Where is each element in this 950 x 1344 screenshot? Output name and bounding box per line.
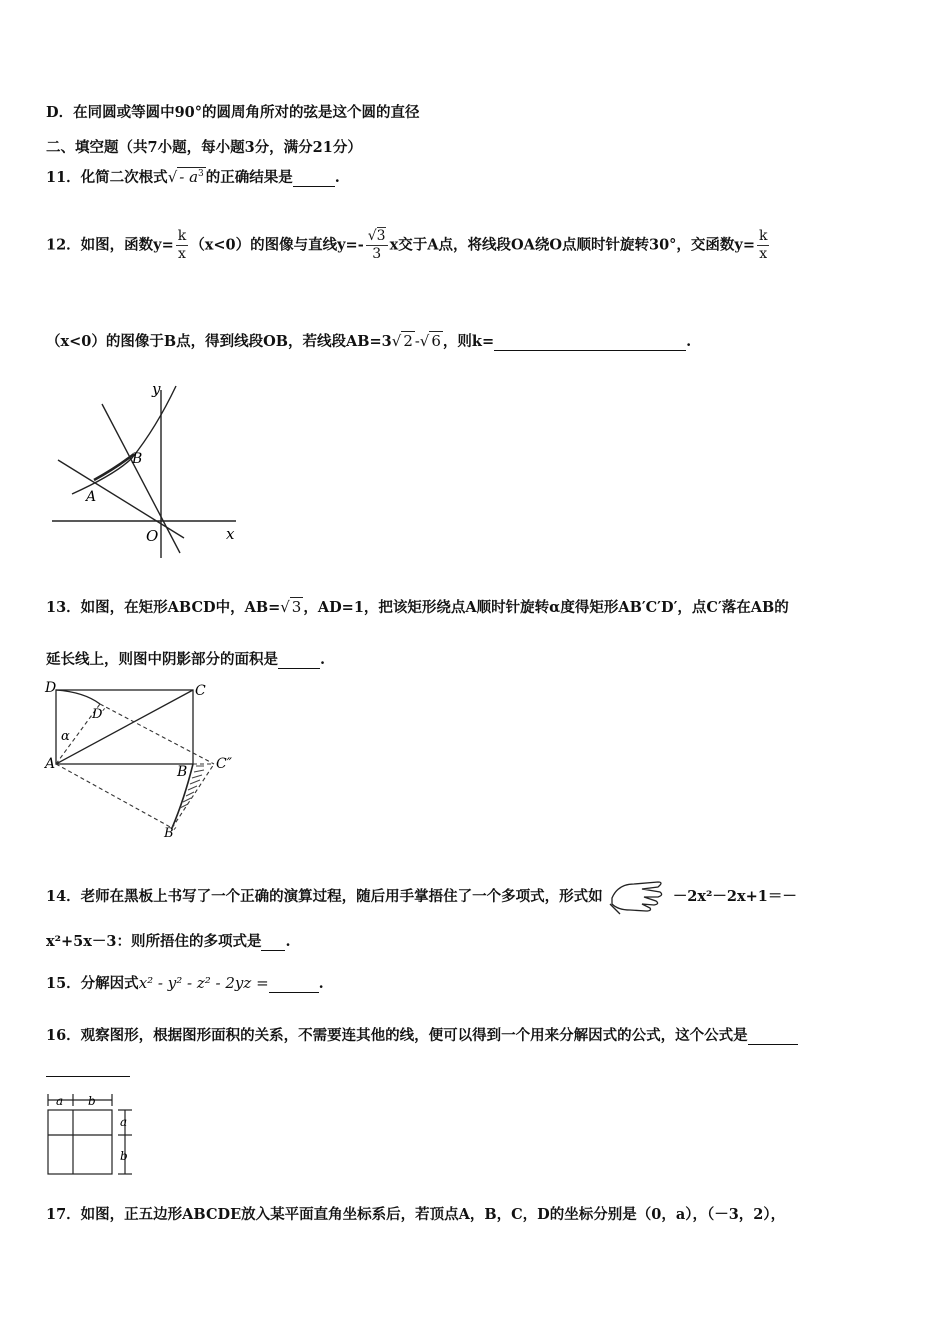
- q12-line2-prefix: （x<0）的图像于B点，得到线段OB，若线段AB=3: [46, 333, 392, 350]
- label-c: C: [195, 683, 206, 699]
- q11-suffix: 的正确结果是: [205, 169, 293, 186]
- q11-period: .: [334, 169, 340, 186]
- label-c-prime: C″: [216, 756, 232, 772]
- label-d: D: [45, 680, 57, 696]
- q12-r6: 6: [431, 332, 441, 350]
- q13-prefix: 13．如图，在矩形ABCD中，AB=: [46, 599, 281, 616]
- question-11: [46, 166, 340, 187]
- label-b: B: [132, 451, 143, 467]
- question-12: [46, 228, 771, 263]
- q12-x-2: x: [759, 246, 768, 262]
- q16-text: 16．观察图形，根据图形面积的关系，不需要连其他的线，便可以得到一个用来分解因式的公式，这个公式是: [46, 1027, 748, 1044]
- q12-sqrt2: √ 2: [391, 332, 413, 350]
- question-13-line2: [46, 648, 325, 669]
- q11-prefix: 11．化简二次根式: [46, 169, 168, 186]
- label-b-prime: B′: [164, 826, 177, 840]
- label-a-side: a: [120, 1115, 128, 1129]
- q13-r3: 3: [291, 598, 302, 616]
- q12-sqrt3-over-3: $\frac{√3}{3}$: [367, 228, 386, 262]
- q12-figure: [46, 378, 246, 563]
- segment-ab: [94, 454, 134, 480]
- label-y: y: [152, 380, 161, 398]
- option-d: D．在同圆或等圆中90°的圆周角所对的弦是这个圆的直径: [46, 104, 420, 121]
- q11-radical: √ - $a^3$: [167, 168, 204, 186]
- question-12-line2: [46, 330, 691, 351]
- label-a: A: [45, 756, 56, 772]
- line-oa: [58, 460, 184, 538]
- diagonal-ac: [56, 690, 193, 764]
- label-b-side: b: [120, 1149, 128, 1163]
- label-b: B: [177, 764, 188, 780]
- q16-blank-continued[interactable]: [46, 1076, 130, 1077]
- q12-sqrt3: 3: [376, 228, 386, 244]
- q12-x: x: [178, 246, 186, 262]
- q12-k-over-x-2: [757, 228, 769, 263]
- label-a-top: a: [56, 1094, 64, 1108]
- label-d-prime: D′: [92, 707, 106, 722]
- question-14-line2: [46, 930, 291, 951]
- q11-exponent: 3: [198, 169, 204, 179]
- arc-d: [56, 690, 100, 704]
- q14-suffix: －2x²－2x+1＝－: [672, 888, 797, 905]
- q14-prefix: 14．老师在黑板上书写了一个正确的演算过程，随后用手掌捂住了一个多项式，形式如: [46, 888, 603, 905]
- q11-blank[interactable]: [293, 186, 335, 187]
- question-17: 17．如图，正五边形ABCDE放入某平面直角坐标系后，若顶点A，B，C，D的坐标分别是（0，a），（－3，2），: [46, 1206, 786, 1223]
- label-alpha: α: [61, 729, 70, 744]
- line-ob: [102, 404, 180, 553]
- q14-line2-text: x²+5x－3：则所捂住的多项式是: [46, 933, 262, 950]
- q13-sqrt3: √ 3: [280, 598, 302, 616]
- label-x: x: [226, 525, 235, 543]
- q16-blank[interactable]: [748, 1044, 798, 1045]
- q13-line2-text: 延长线上，则图中阴影部分的面积是: [46, 651, 278, 668]
- label-b-top: b: [88, 1094, 96, 1108]
- q13-period: .: [320, 651, 326, 668]
- q12-line2-suffix: ，则k=: [442, 333, 495, 350]
- square: [48, 1110, 112, 1174]
- q12-k: k: [177, 228, 187, 244]
- q13-suffix: ，AD=1，把该矩形绕点A顺时针旋转α度得矩形AB′C′D′，点C′落在AB的: [303, 599, 789, 616]
- question-13: [46, 596, 789, 617]
- line-d-prime-c-prime: [100, 704, 214, 764]
- q14-blank[interactable]: [261, 950, 285, 951]
- q14-period: .: [285, 933, 291, 950]
- q15-period: .: [318, 975, 324, 992]
- label-o: O: [146, 527, 159, 545]
- hand-icon: [608, 878, 668, 916]
- question-16: [46, 1024, 798, 1045]
- q15-expression: x² - y² - z² - 2yz =: [138, 974, 269, 992]
- q11-radicand: - a: [179, 168, 199, 186]
- q12-sqrt6: √ 6: [419, 332, 441, 350]
- q15-blank[interactable]: [269, 992, 319, 993]
- q12-period: .: [686, 333, 692, 350]
- question-14: [46, 878, 797, 916]
- q12-r2: 2: [403, 332, 413, 350]
- q12-minus: -: [414, 334, 420, 350]
- q15-prefix: 15．分解因式: [46, 975, 139, 992]
- q12-three: 3: [372, 246, 382, 262]
- question-15: [46, 972, 324, 993]
- q13-figure: [44, 680, 244, 840]
- section-title: 二、填空题（共7小题，每小题3分，满分21分）: [46, 139, 362, 156]
- q12-blank[interactable]: [494, 350, 686, 351]
- q16-figure: [44, 1090, 144, 1180]
- q12-prefix: 12．如图，函数y=: [46, 236, 174, 254]
- q13-blank[interactable]: [278, 668, 320, 669]
- q12-k-over-x: [176, 228, 188, 263]
- q12-k-2: k: [759, 228, 768, 244]
- q12-mid1: （x<0）的图像与直线y=-: [190, 236, 364, 254]
- label-a: A: [86, 489, 97, 505]
- q12-mid2: x交于A点，将线段OA绕O点顺时针旋转30°，交函数y=: [389, 236, 755, 254]
- line-ab-prime: [56, 764, 172, 828]
